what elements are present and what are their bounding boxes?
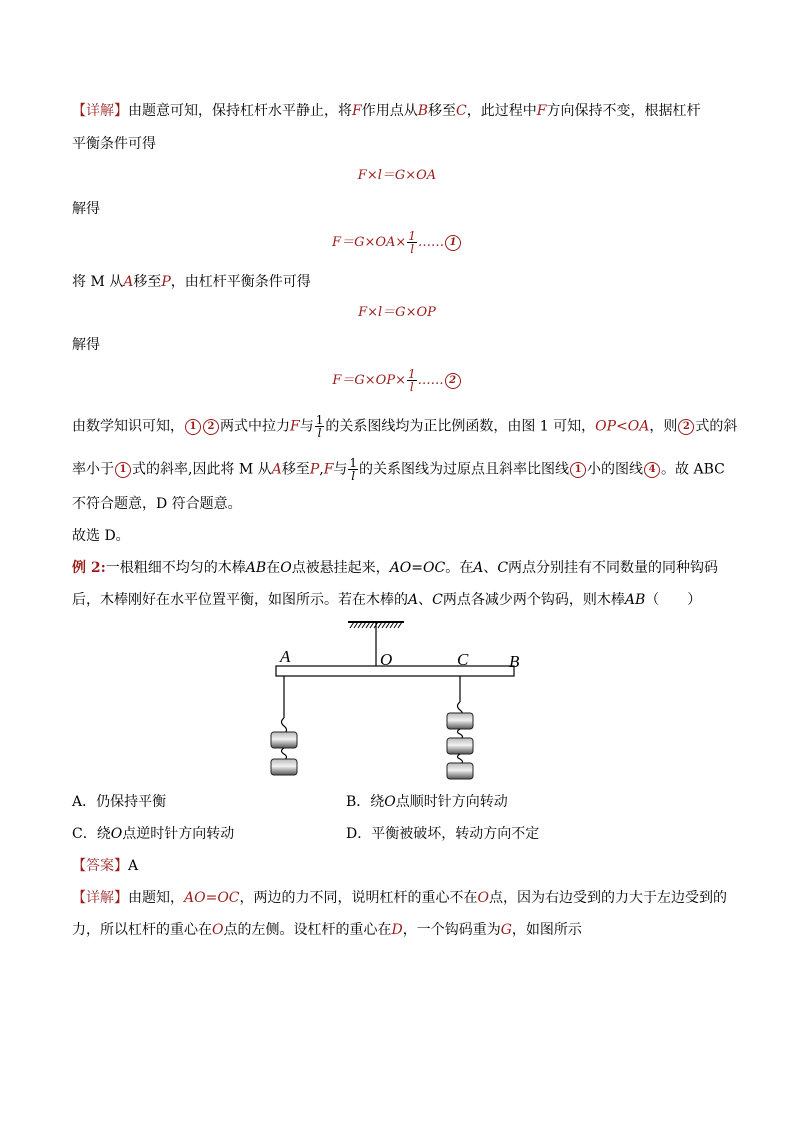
label-point-c: C <box>457 650 469 669</box>
answer: 【答案】A <box>72 858 139 874</box>
equation-1: F×l＝G×OA <box>357 168 437 183</box>
circled-number-2: 2 <box>203 419 219 435</box>
fraction-1-over-l: $\frac{1}{l}$ <box>349 456 358 483</box>
solve-label-1: 解得 <box>72 201 100 217</box>
right-hook-weights <box>447 676 473 779</box>
conclusion: 故选 D。 <box>72 528 130 544</box>
detail-tag: 【详解】 <box>72 103 128 119</box>
option-c[interactable]: C．绕O点逆时针方向转动 <box>72 826 235 842</box>
fraction-1-over-l: $\frac{1}{l}$ <box>407 367 416 394</box>
paragraph-2: 将 M 从A移至P，由杠杆平衡条件可得 <box>72 274 311 290</box>
fraction-1-over-l: $\frac{1}{l}$ <box>315 413 324 440</box>
detail-paragraph-2-line-2: 力，所以杠杆的重心在O点的左侧。设杠杆的重心在D，一个钩码重为G，如图所示 <box>72 922 582 938</box>
fraction-1-over-l: $\frac{1}{l}$ <box>408 229 416 256</box>
equation-4: F＝G×OP× $\frac{1}{l}$ …… 2 <box>0 368 794 393</box>
detail-paragraph-1: 【详解】由题意可知，保持杠杆水平静止，将F作用点从B移至C，此过程中F方向保持不变，根据杠杆 <box>72 103 701 119</box>
circled-number-1: 1 <box>445 235 461 251</box>
circled-number-4: 4 <box>644 462 660 478</box>
circled-number-2: 2 <box>678 419 694 435</box>
label-point-a: A <box>280 647 291 666</box>
option-a[interactable]: A．仍保持平衡 <box>72 794 167 810</box>
option-b[interactable]: B．绕O点顺时针方向转动 <box>346 794 508 810</box>
label-point-b: B <box>509 652 520 671</box>
detail-paragraph-1-line-2: 平衡条件可得 <box>72 136 156 152</box>
circled-number-2: 2 <box>445 373 461 389</box>
circled-number-1: 1 <box>185 419 201 435</box>
detail-paragraph-2-line-1: 【详解】由题知，AO=OC，两边的力不同，说明杠杆的重心不在O点，因为右边受到的力大于左边受到的 <box>72 890 727 906</box>
circled-number-1: 1 <box>570 462 586 478</box>
solve-label-2: 解得 <box>72 337 100 353</box>
paragraph-3-line-3: 不符合题意，D 符合题意。 <box>72 496 242 512</box>
lever-figure <box>270 618 530 788</box>
detail-tag: 【详解】 <box>72 890 128 906</box>
example-label: 例 2: <box>72 560 106 576</box>
label-point-o: O <box>380 650 393 669</box>
paragraph-3-line-2: 率小于 1 式的斜率,因此将 M 从A移至P,F与 $\frac{1}{l}$ 的关系图线为过原点且斜率比图线 1 小的图线 4 。故 ABC <box>72 456 725 483</box>
example-2-line-1: 例 2:一根粗细不均匀的木棒AB在O点被悬挂起来，AO=OC。在A、C两点分别挂有不同数量的同种钩码 <box>72 560 719 576</box>
wooden-rod <box>276 666 514 676</box>
paragraph-3-line-1: 由数学知识可知， 1 2 两式中拉力F与 $\frac{1}{l}$ 的关系图线均为正比例函数，由图 1 可知，OP<OA，则 2 式的斜 <box>72 413 738 440</box>
equation-3: F×l＝G×OP <box>358 305 436 320</box>
left-hook-weights <box>271 676 297 775</box>
equation-2: F＝G×OA× $\frac{1}{l}$ …… 1 <box>0 230 794 255</box>
example-2-line-2: 后，木棒刚好在水平位置平衡，如图所示。若在木棒的A、C两点各减少两个钩码，则木棒AB（ ） <box>72 592 702 608</box>
option-d[interactable]: D．平衡被破坏，转动方向不定 <box>346 826 540 842</box>
circled-number-1: 1 <box>115 462 131 478</box>
answer-tag: 【答案】 <box>72 858 128 874</box>
